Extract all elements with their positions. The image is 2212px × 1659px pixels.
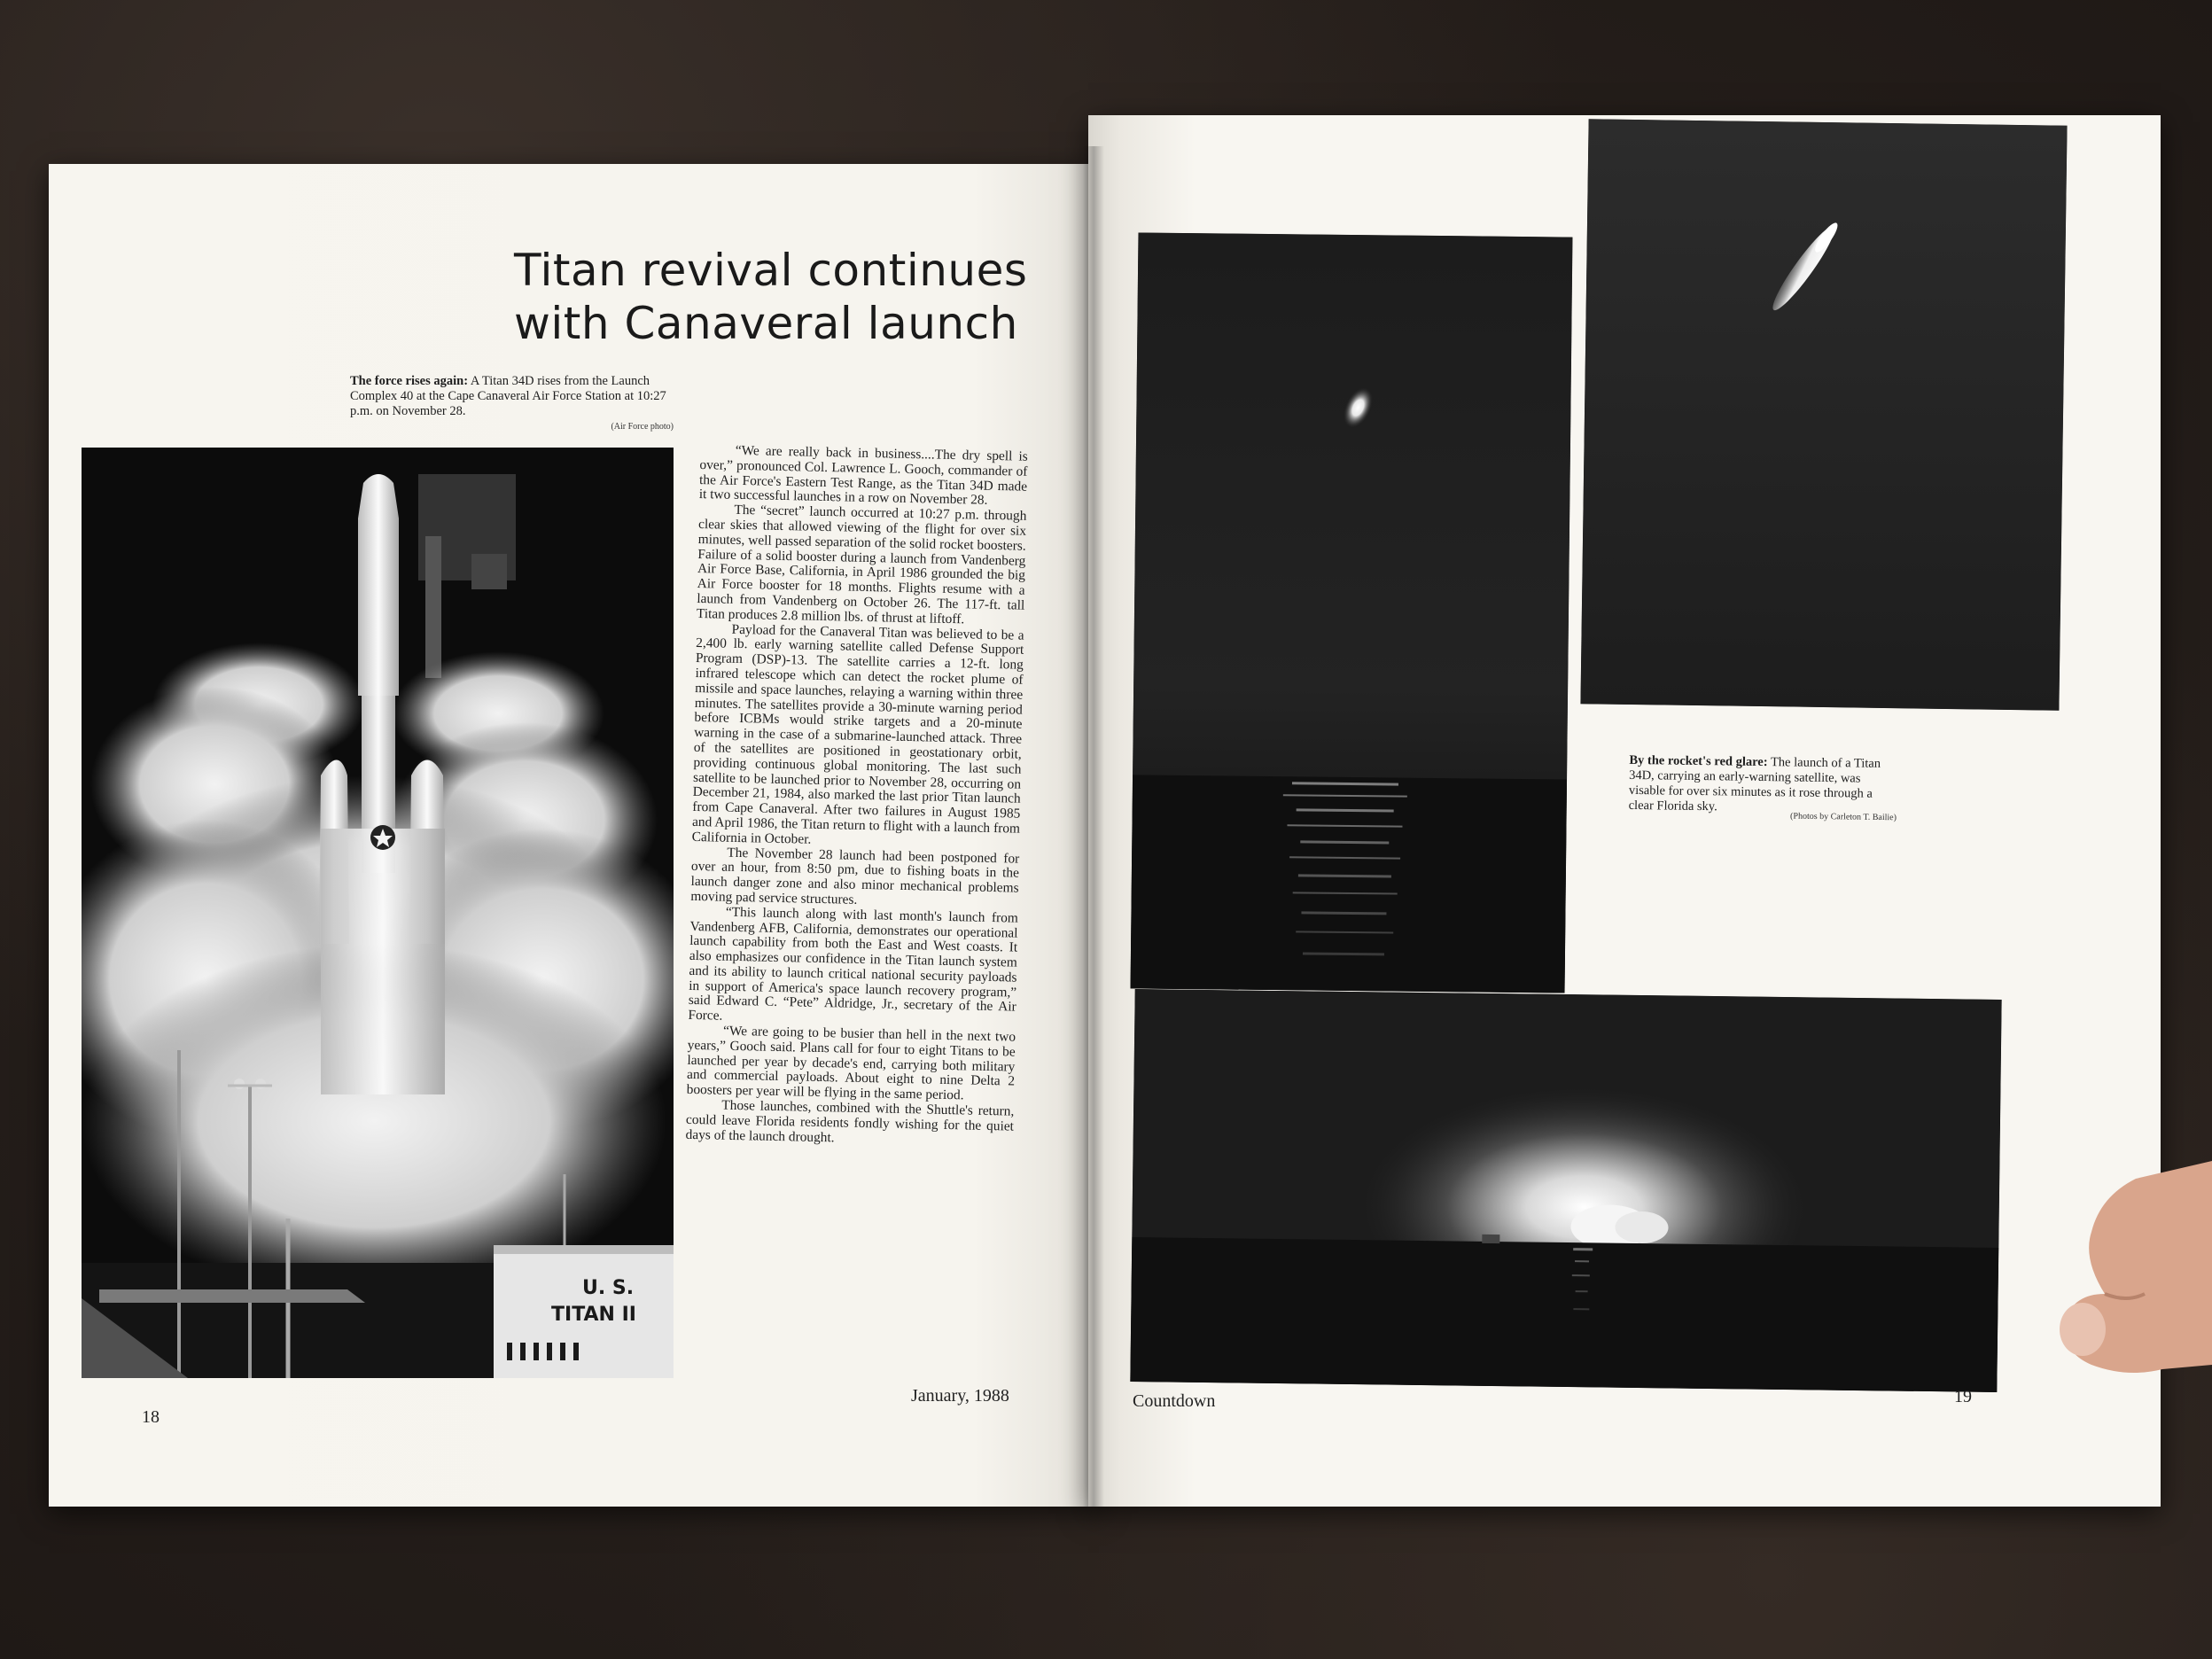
article-paragraph: Payload for the Canaveral Titan was believed to be a 2,400 lb. early warning satellite called Defense Support Program (DSP)-13. The satellite carries a 12-ft. long infrared telescope which can detect the rocket plume of missile and space launches, relaying a warning within three minutes. The satellites provide a 30-minute warning period before ICBMs would strike targets and a 20-minute warning in the case of a submarine-launched attack. Three of the satellites are positioned in geostationary orbit, providing continuous global monitoring. The last such satellite to be launched prior to November 28, occurring on December 21, 1984, also marked the last prior Titan launch from Cape Canaveral. After two failures in August 1985 and April 1986, the Titan return to flight with a launch from California in October. — [691, 621, 1024, 847]
hand-holding-page — [2038, 1161, 2212, 1427]
caption-text: A Titan 34D rises from the Launch Complex 40 at the Cape Canaveral Air Force Station at 10:27 p.m. on November 28. — [350, 374, 666, 418]
night-photos-caption — [1629, 753, 1896, 817]
article-paragraph: The “secret” launch occurred at 10:27 p.m. through clear skies that allowed viewing of the flight for over six minutes, well passed separation of the solid rocket boosters. Failure of a solid booster during a launch from Vandenberg Air Force Base, California, in April 1986 grounded the big Air Force booster for 18 months. Flights resume with a launch from Vandenberg on October 26. The 117-ft. tall Titan produces 2.8 million lbs. of thrust at liftoff. — [696, 502, 1027, 627]
launch-glow-horizon-photo — [1130, 989, 2001, 1392]
article-paragraph: The November 28 launch had been postponed for over an hour, from 8:50 pm, due to fishing boats in the launch danger zone and also minor mechanical problems moving pad service structures. — [690, 845, 1020, 907]
spine-gutter — [1083, 146, 1104, 1507]
caption-lead: By the rocket's red glare: — [1629, 752, 1768, 770]
issue-date: January, 1988 — [911, 1386, 1009, 1406]
night-launch-over-sea-photo — [1131, 232, 1573, 993]
page-number-right: 19 — [1954, 1387, 1972, 1406]
titan-sign-line-2: TITAN II — [551, 1304, 636, 1326]
titan-sign-line-1: U. S. — [582, 1277, 635, 1299]
rocket-streak-photo — [1580, 119, 2067, 710]
horizon-glow-illustration — [1130, 989, 2001, 1392]
night-sky-glint-illustration — [1131, 232, 1573, 993]
caption-text: The launch of a Titan 34D, carrying an early-warning satellite, was visable for over six minutes as it rose through a clear Florida sky. — [1628, 755, 1881, 814]
article-paragraph: “This launch along with last month's launch from Vandenberg AFB, California, demonstrates our operational launch capability from both the East and West coasts. It also emphasizes our confidence in the Titan launch system and its ability to launch critical national security payloads in support of America's space launch recovery program,” said Edward C. “Pete” Aldridge, Jr., secretary of the Air Force. — [688, 904, 1019, 1024]
article-paragraph: “We are really back in business....The dry spell is over,” pronounced Col. Lawrence L. Gooch, commander of the Air Force's Eastern Test Range, as the Titan 34D made it two successful launches in a row on November 28. — [698, 442, 1028, 509]
titan-launch-photo — [82, 448, 674, 1378]
rocket-trail-illustration — [1580, 119, 2067, 710]
article-paragraph: Those launches, combined with the Shuttle's return, could leave Florida residents fondly wishing for the quiet days of the launch drought. — [685, 1097, 1015, 1146]
article-headline — [514, 244, 1063, 350]
headline-line-1: Titan revival continues — [514, 245, 1028, 296]
publication-name: Countdown — [1133, 1391, 1216, 1411]
rocket-liftoff-illustration — [82, 448, 674, 1378]
launch-photo-caption — [350, 374, 674, 419]
article-body — [685, 443, 1027, 1149]
launch-photo-credit: (Air Force photo) — [611, 422, 674, 432]
caption-lead: The force rises again: — [350, 374, 469, 388]
headline-line-2: with Canaveral launch — [514, 298, 1018, 349]
night-photos-credit: (Photos by Carleton T. Bailie) — [1790, 811, 1897, 823]
page-number-left: 18 — [142, 1407, 160, 1427]
article-paragraph: “We are going to be busier than hell in the next two years,” Gooch said. Plans call for four to eight Titans to be launched per year by decade's end, carrying both military and commercial payloads. About eight to nine Delta 2 boosters per year will be flying in the same period. — [686, 1023, 1016, 1103]
